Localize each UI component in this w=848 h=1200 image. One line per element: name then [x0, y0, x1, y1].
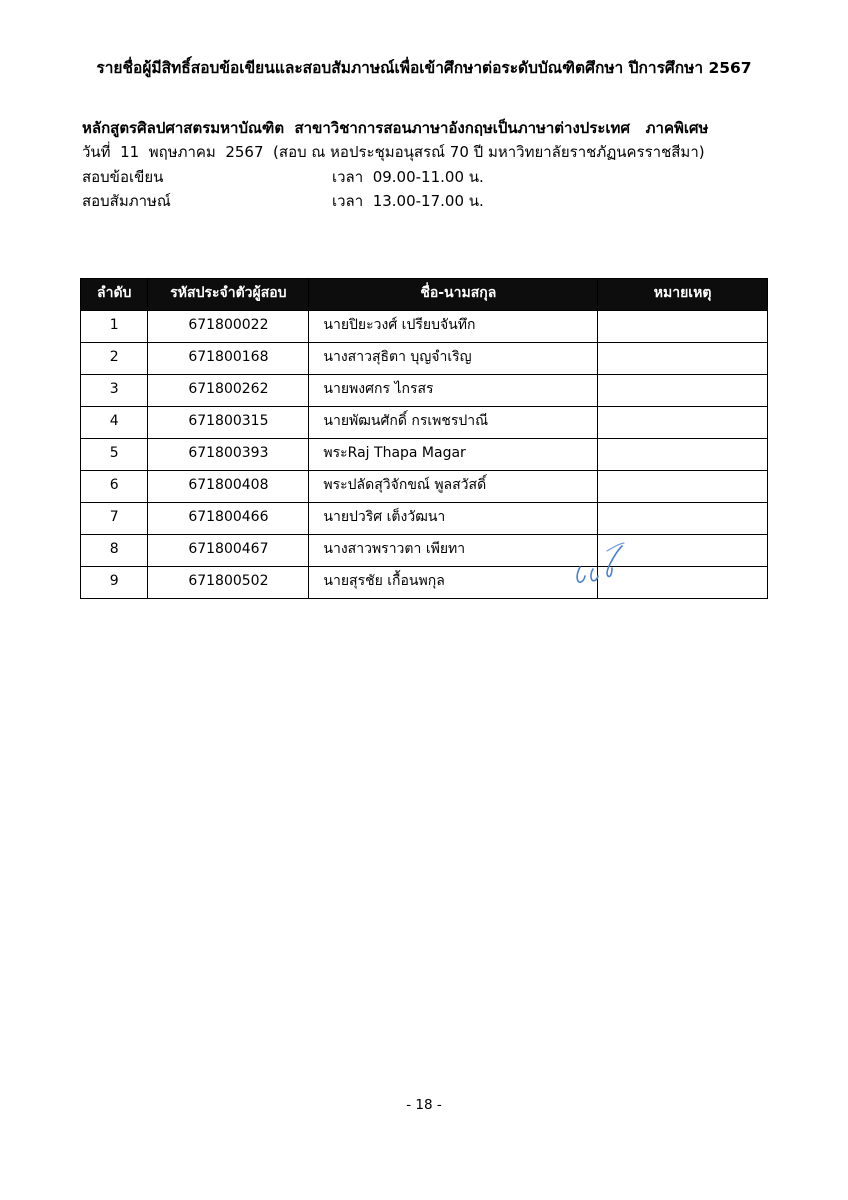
- cell-no: 9: [81, 566, 148, 598]
- page-number: - 18 -: [406, 1097, 442, 1113]
- table-row: [81, 406, 768, 438]
- column-header-no: ลำดับ: [81, 279, 148, 311]
- date-line: วันที่ 11 พฤษภาคม 2567 (สอบ ณ หอประชุมอนุสรณ์ 70 ปี มหาวิทยาลัยราชภัฏนครราชสีมา): [82, 143, 705, 162]
- column-header-name: ชื่อ-นามสกุล: [309, 279, 598, 311]
- page-title: รายชื่อผู้มีสิทธิ์สอบข้อเขียนและสอบสัมภาษณ์เพื่อเข้าศึกษาต่อระดับบัณฑิตศึกษา ปีการศึกษา 2567: [96, 59, 752, 77]
- column-header-id: รหัสประจำตัวผู้สอบ: [148, 279, 309, 311]
- cell-id: 671800262: [148, 374, 309, 406]
- cell-id: 671800466: [148, 502, 309, 534]
- table-header-row: [81, 279, 768, 311]
- cell-id: 671800408: [148, 470, 309, 502]
- column-header-remark: หมายเหตุ: [598, 279, 768, 311]
- cell-id: 671800502: [148, 566, 309, 598]
- table-row: [81, 566, 768, 598]
- cell-name: นางสาวพราวตา เพียทา: [309, 534, 598, 566]
- cell-remark: [598, 534, 768, 566]
- cell-no: 6: [81, 470, 148, 502]
- cell-no: 8: [81, 534, 148, 566]
- cell-name: นายปวริศ เต็งวัฒนา: [309, 502, 598, 534]
- cell-name: นายพงศกร ไกรสร: [309, 374, 598, 406]
- schedule-row-interview: [82, 189, 782, 213]
- schedule-value-interview: เวลา 13.00-17.00 น.: [332, 191, 484, 210]
- schedule-label-interview: สอบสัมภาษณ์: [82, 191, 171, 210]
- cell-no: 3: [81, 374, 148, 406]
- cell-remark: [598, 566, 768, 598]
- cell-name: นายพัฒนศักดิ์ กรเพชรปาณี: [309, 406, 598, 438]
- program-line: หลักสูตรศิลปศาสตรมหาบัณฑิต สาขาวิชาการสอนภาษาอังกฤษเป็นภาษาต่างประเทศ ภาคพิเศษ: [82, 119, 709, 137]
- cell-name: นายปิยะวงศ์ เปรียบจันทึก: [309, 310, 598, 342]
- table-row: [81, 534, 768, 566]
- table-row: [81, 470, 768, 502]
- cell-remark: [598, 502, 768, 534]
- candidates-table: [80, 278, 768, 599]
- cell-id: 671800467: [148, 534, 309, 566]
- table-row: [81, 502, 768, 534]
- cell-name: พระปลัดสุวิจักขณ์ พูลสวัสดิ์: [309, 470, 598, 502]
- schedule-row-written: [82, 165, 782, 189]
- cell-no: 5: [81, 438, 148, 470]
- exam-info-block: [82, 116, 782, 213]
- cell-id: 671800022: [148, 310, 309, 342]
- cell-id: 671800315: [148, 406, 309, 438]
- table-row: [81, 374, 768, 406]
- cell-name: พระRaj Thapa Magar: [309, 438, 598, 470]
- cell-no: 7: [81, 502, 148, 534]
- cell-name: นายสุรชัย เกื้อนพกุล: [309, 566, 598, 598]
- cell-remark: [598, 470, 768, 502]
- cell-no: 2: [81, 342, 148, 374]
- cell-id: 671800168: [148, 342, 309, 374]
- cell-remark: [598, 438, 768, 470]
- cell-remark: [598, 406, 768, 438]
- cell-id: 671800393: [148, 438, 309, 470]
- table-row: [81, 310, 768, 342]
- cell-name: นางสาวสุธิตา บุญจำเริญ: [309, 342, 598, 374]
- table-row: [81, 438, 768, 470]
- schedule-label-written: สอบข้อเขียน: [82, 167, 164, 186]
- cell-remark: [598, 374, 768, 406]
- cell-remark: [598, 310, 768, 342]
- table-row: [81, 342, 768, 374]
- schedule-value-written: เวลา 09.00-11.00 น.: [332, 167, 484, 186]
- cell-no: 1: [81, 310, 148, 342]
- cell-remark: [598, 342, 768, 374]
- cell-no: 4: [81, 406, 148, 438]
